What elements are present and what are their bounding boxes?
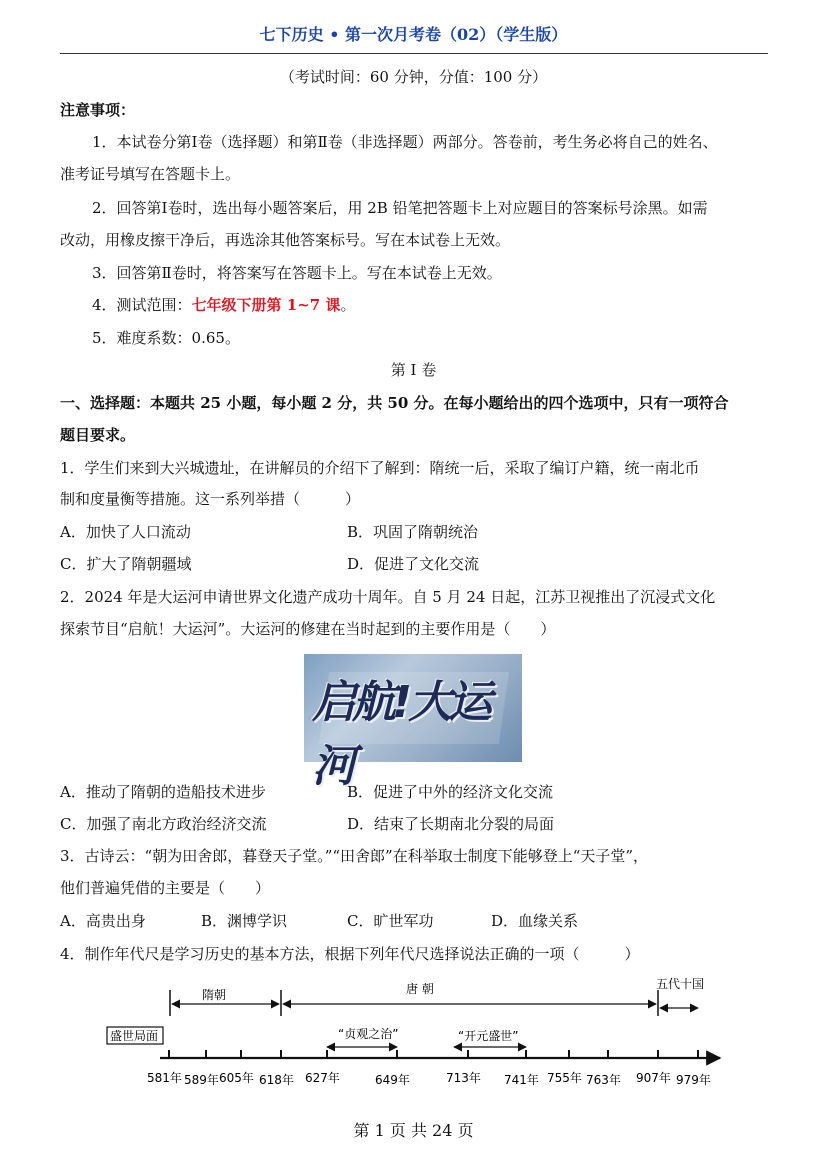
note-4: [92, 294, 355, 315]
page-header-title: 七下历史 • 第一次月考卷（02）（学生版）: [259, 25, 568, 44]
q3-option-d: D．血缘关系: [491, 912, 579, 930]
q2-line1: 2．2024 年是大运河申请世界文化遗产成功十周年。自 5 月 24 日起，江苏卫视推出了沉浸式文化: [60, 588, 716, 606]
q2-option-d: D．结束了长期南北分裂的局面: [347, 815, 555, 833]
timeline-year-label: 741年: [504, 1073, 539, 1087]
zhenguan-label: “贞观之治”: [338, 1027, 399, 1041]
test-scope-highlight: 七年级下册第 1~7 课: [191, 296, 341, 314]
timeline-ticks: [147, 1050, 711, 1087]
note-3: 3．回答第Ⅱ卷时，将答案写在答题卡上。写在本试卷上无效。: [92, 264, 502, 282]
timeline-year-label: 763年: [586, 1073, 621, 1087]
timeline-year-label: 581年: [147, 1071, 182, 1085]
part-one-line2: 题目要求。: [60, 426, 136, 444]
timeline-year-label: 979年: [676, 1073, 711, 1087]
note-4-suffix: 。: [340, 296, 356, 314]
timeline-chart: [100, 970, 740, 1100]
q1-option-b: B．巩固了隋朝统治: [347, 523, 479, 541]
q2-option-a: A．推动了隋朝的造船技术进步: [60, 783, 266, 801]
sui-label: 隋朝: [202, 988, 227, 1002]
q1-option-c: C．扩大了隋朝疆域: [60, 555, 192, 573]
grand-canal-program-image: [304, 654, 522, 792]
note-5: 5．难度系数：0.65。: [92, 329, 240, 347]
q3-option-b: B．渊博学识: [201, 912, 288, 930]
q2-option-b: B．促进了中外的经济文化交流: [347, 783, 554, 801]
q3-line1: 3．古诗云：“朝为田舍郎，暮登天子堂。”“田舍郎”在科举取士制度下能够登上“天子堂”，: [60, 847, 649, 865]
timeline-year-label: 618年: [259, 1073, 294, 1087]
part-one-line1: 一、选择题：本题共 25 小题，每小题 2 分，共 50 分。在每小题给出的四个选项中，只有一项符合: [60, 394, 729, 412]
q4-line1: 4．制作年代尺是学习历史的基本方法，根据下列年代尺选择说法正确的一项（ ）: [60, 945, 640, 963]
note-4-prefix: 4．测试范围：: [92, 296, 192, 314]
note-1-line2: 准考证号填写在答题卡上。: [60, 165, 241, 183]
q2-option-c: C．加强了南北方政治经济交流: [60, 815, 267, 833]
note-1-line1: 1．本试卷分第Ⅰ卷（选择题）和第Ⅱ卷（非选择题）两部分。答卷前，考生务必将自己的姓名、: [92, 133, 718, 151]
wudai-label: 五代十国: [656, 977, 705, 991]
timeline-year-label: 713年: [446, 1071, 481, 1085]
image-logo-text: 启航!大运河: [312, 677, 489, 792]
q1-line2: 制和度量衡等措施。这一系列举措（ ）: [60, 490, 361, 508]
q1-option-d: D．促进了文化交流: [347, 555, 480, 573]
timeline-year-label: 605年: [219, 1071, 254, 1085]
timeline-year-label: 589年: [184, 1073, 219, 1087]
timeline-year-label: 907年: [636, 1071, 671, 1085]
note-2-line1: 2．回答第Ⅰ卷时，选出每小题答案后，用 2B 铅笔把答题卡上对应题目的答案标号涂黑。如需: [92, 199, 708, 217]
tang-label: 唐 朝: [406, 982, 434, 996]
timeline-year-label: 627年: [305, 1071, 340, 1085]
header-divider: [60, 53, 768, 54]
q3-option-a: A．高贵出身: [60, 912, 146, 930]
q3-line2: 他们普遍凭借的主要是（ ）: [60, 879, 271, 897]
q1-line1: 1．学生们来到大兴城遗址，在讲解员的介绍下了解到：隋统一后，采取了编订户籍，统一南北币: [60, 459, 700, 477]
q3-option-c: C．旷世军功: [347, 912, 434, 930]
page-footer: 第 1 页 共 24 页: [353, 1121, 474, 1140]
note-2-line2: 改动，用橡皮擦干净后，再选涂其他答案标号。写在本试卷上无效。: [60, 231, 511, 249]
exam-info: （考试时间：60 分钟，分值：100 分）: [279, 68, 548, 86]
q1-option-a: A．加快了人口流动: [60, 523, 191, 541]
kaiyuan-label: “开元盛世”: [458, 1029, 519, 1043]
notes-heading: 注意事项：: [60, 101, 136, 119]
timeline-year-label: 649年: [375, 1073, 410, 1087]
timeline-year-label: 755年: [547, 1071, 582, 1085]
q2-line2: 探索节目“启航！大运河”。大运河的修建在当时起到的主要作用是（ ）: [60, 620, 556, 638]
section-title: 第 Ⅰ 卷: [390, 361, 437, 379]
shengshi-label: 盛世局面: [110, 1029, 159, 1043]
